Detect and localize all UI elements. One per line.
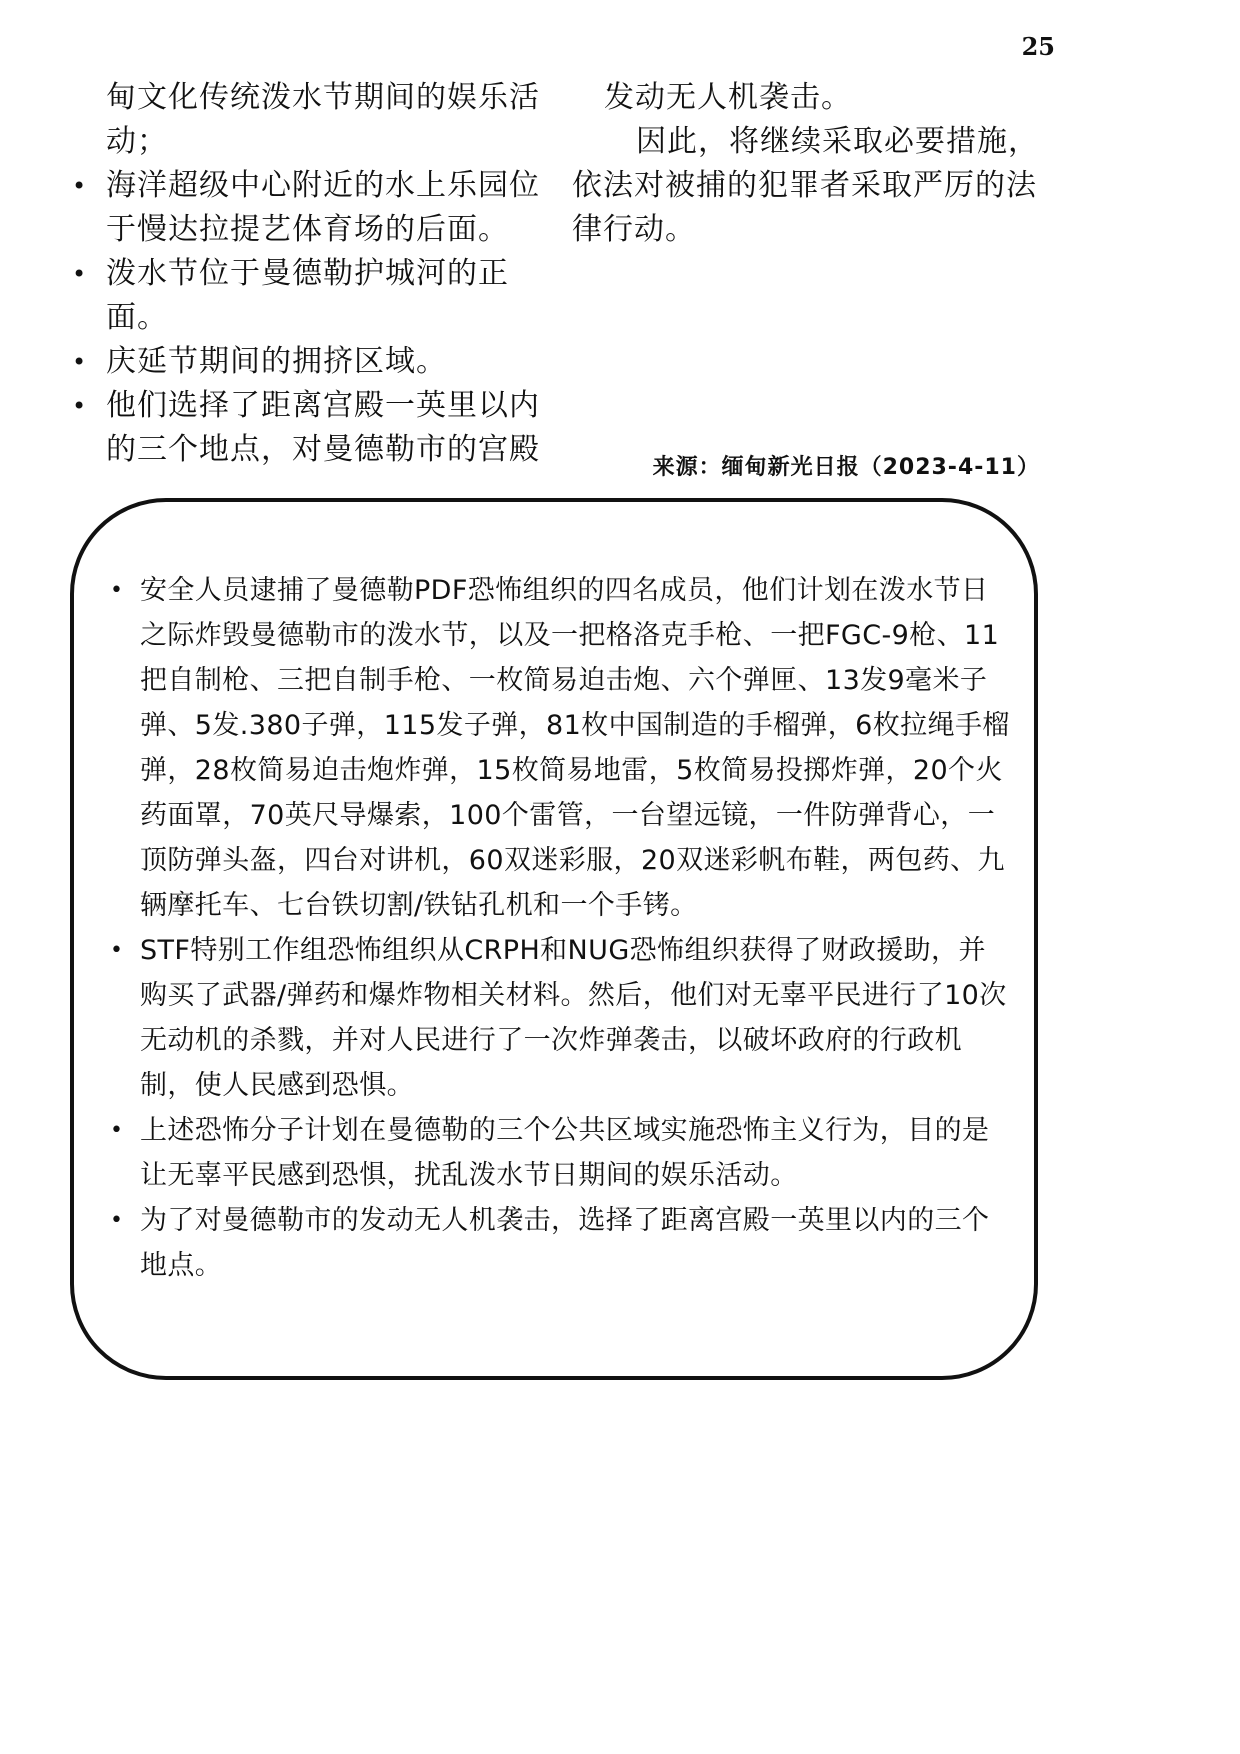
list-item: • 海洋超级中心附近的水上乐园位于慢达拉提艺体育场的后面。 — [72, 164, 550, 252]
conclusion-paragraph: 因此，将继续采取必要措施，依法对被捕的犯罪者采取严厉的法律行动。 — [572, 124, 1039, 247]
summary-list — [140, 568, 1010, 1288]
list-item: • 安全人员逮捕了曼德勒PDF恐怖组织的四名成员，他们计划在泼水节日之际炸毁曼德勒市的泼水节，以及一把格洛克手枪、一把FGC-9枪、11把自制枪、三把自制手枪、一枚简易迫击炮、六个弹匣、13发9毫米子弹、5发.380子弹，115发子弹，81枚中国制造的手榴弹，6枚拉绳手榴弹，28枚简易迫击炮炸弹，15枚简易地雷，5枚简易投掷炸弹，20个火药面罩，70英尺导爆索，100个雷管，一台望远镜，一件防弹背心，一顶防弹头盔，四台对讲机，60双迷彩服，20双迷彩帆布鞋，两包药、九辆摩托车、七台铁切割/铁钻孔机和一个手铐。 — [140, 568, 1010, 928]
list-item: • 为了对曼德勒市的发动无人机袭击，选择了距离宫殿一英里以内的三个地点。 — [140, 1198, 1010, 1288]
left-column — [72, 76, 550, 472]
list-item: • 泼水节位于曼德勒护城河的正面。 — [72, 252, 550, 340]
list-item: • 上述恐怖分子计划在曼德勒的三个公共区域实施恐怖主义行为，目的是让无辜平民感到恐惧，扰乱泼水节日期间的娱乐活动。 — [140, 1108, 1010, 1198]
list-item: • 庆延节期间的拥挤区域。 — [72, 340, 550, 384]
list-item: • STF特别工作组恐怖组织从CRPH和NUG恐怖组织获得了财政援助，并购买了武器/弹药和爆炸物相关材料。然后，他们对无辜平民进行了10次无动机的杀戮，并对人民进行了一次炸弹袭击，以破坏政府的行政机制，使人民感到恐惧。 — [140, 928, 1010, 1108]
left-continuation-text: 甸文化传统泼水节期间的娱乐活动； — [106, 80, 540, 159]
list-item: • 他们选择了距离宫殿一英里以内的三个地点，对曼德勒市的宫殿 — [72, 384, 550, 472]
left-bullet-list — [72, 164, 550, 472]
right-continuation-text: 发动无人机袭击。 — [604, 80, 852, 115]
right-column — [572, 76, 1052, 252]
page-number: 25 — [1021, 32, 1055, 61]
source-citation: 来源：缅甸新光日报（2023-4-11） — [652, 455, 1040, 480]
